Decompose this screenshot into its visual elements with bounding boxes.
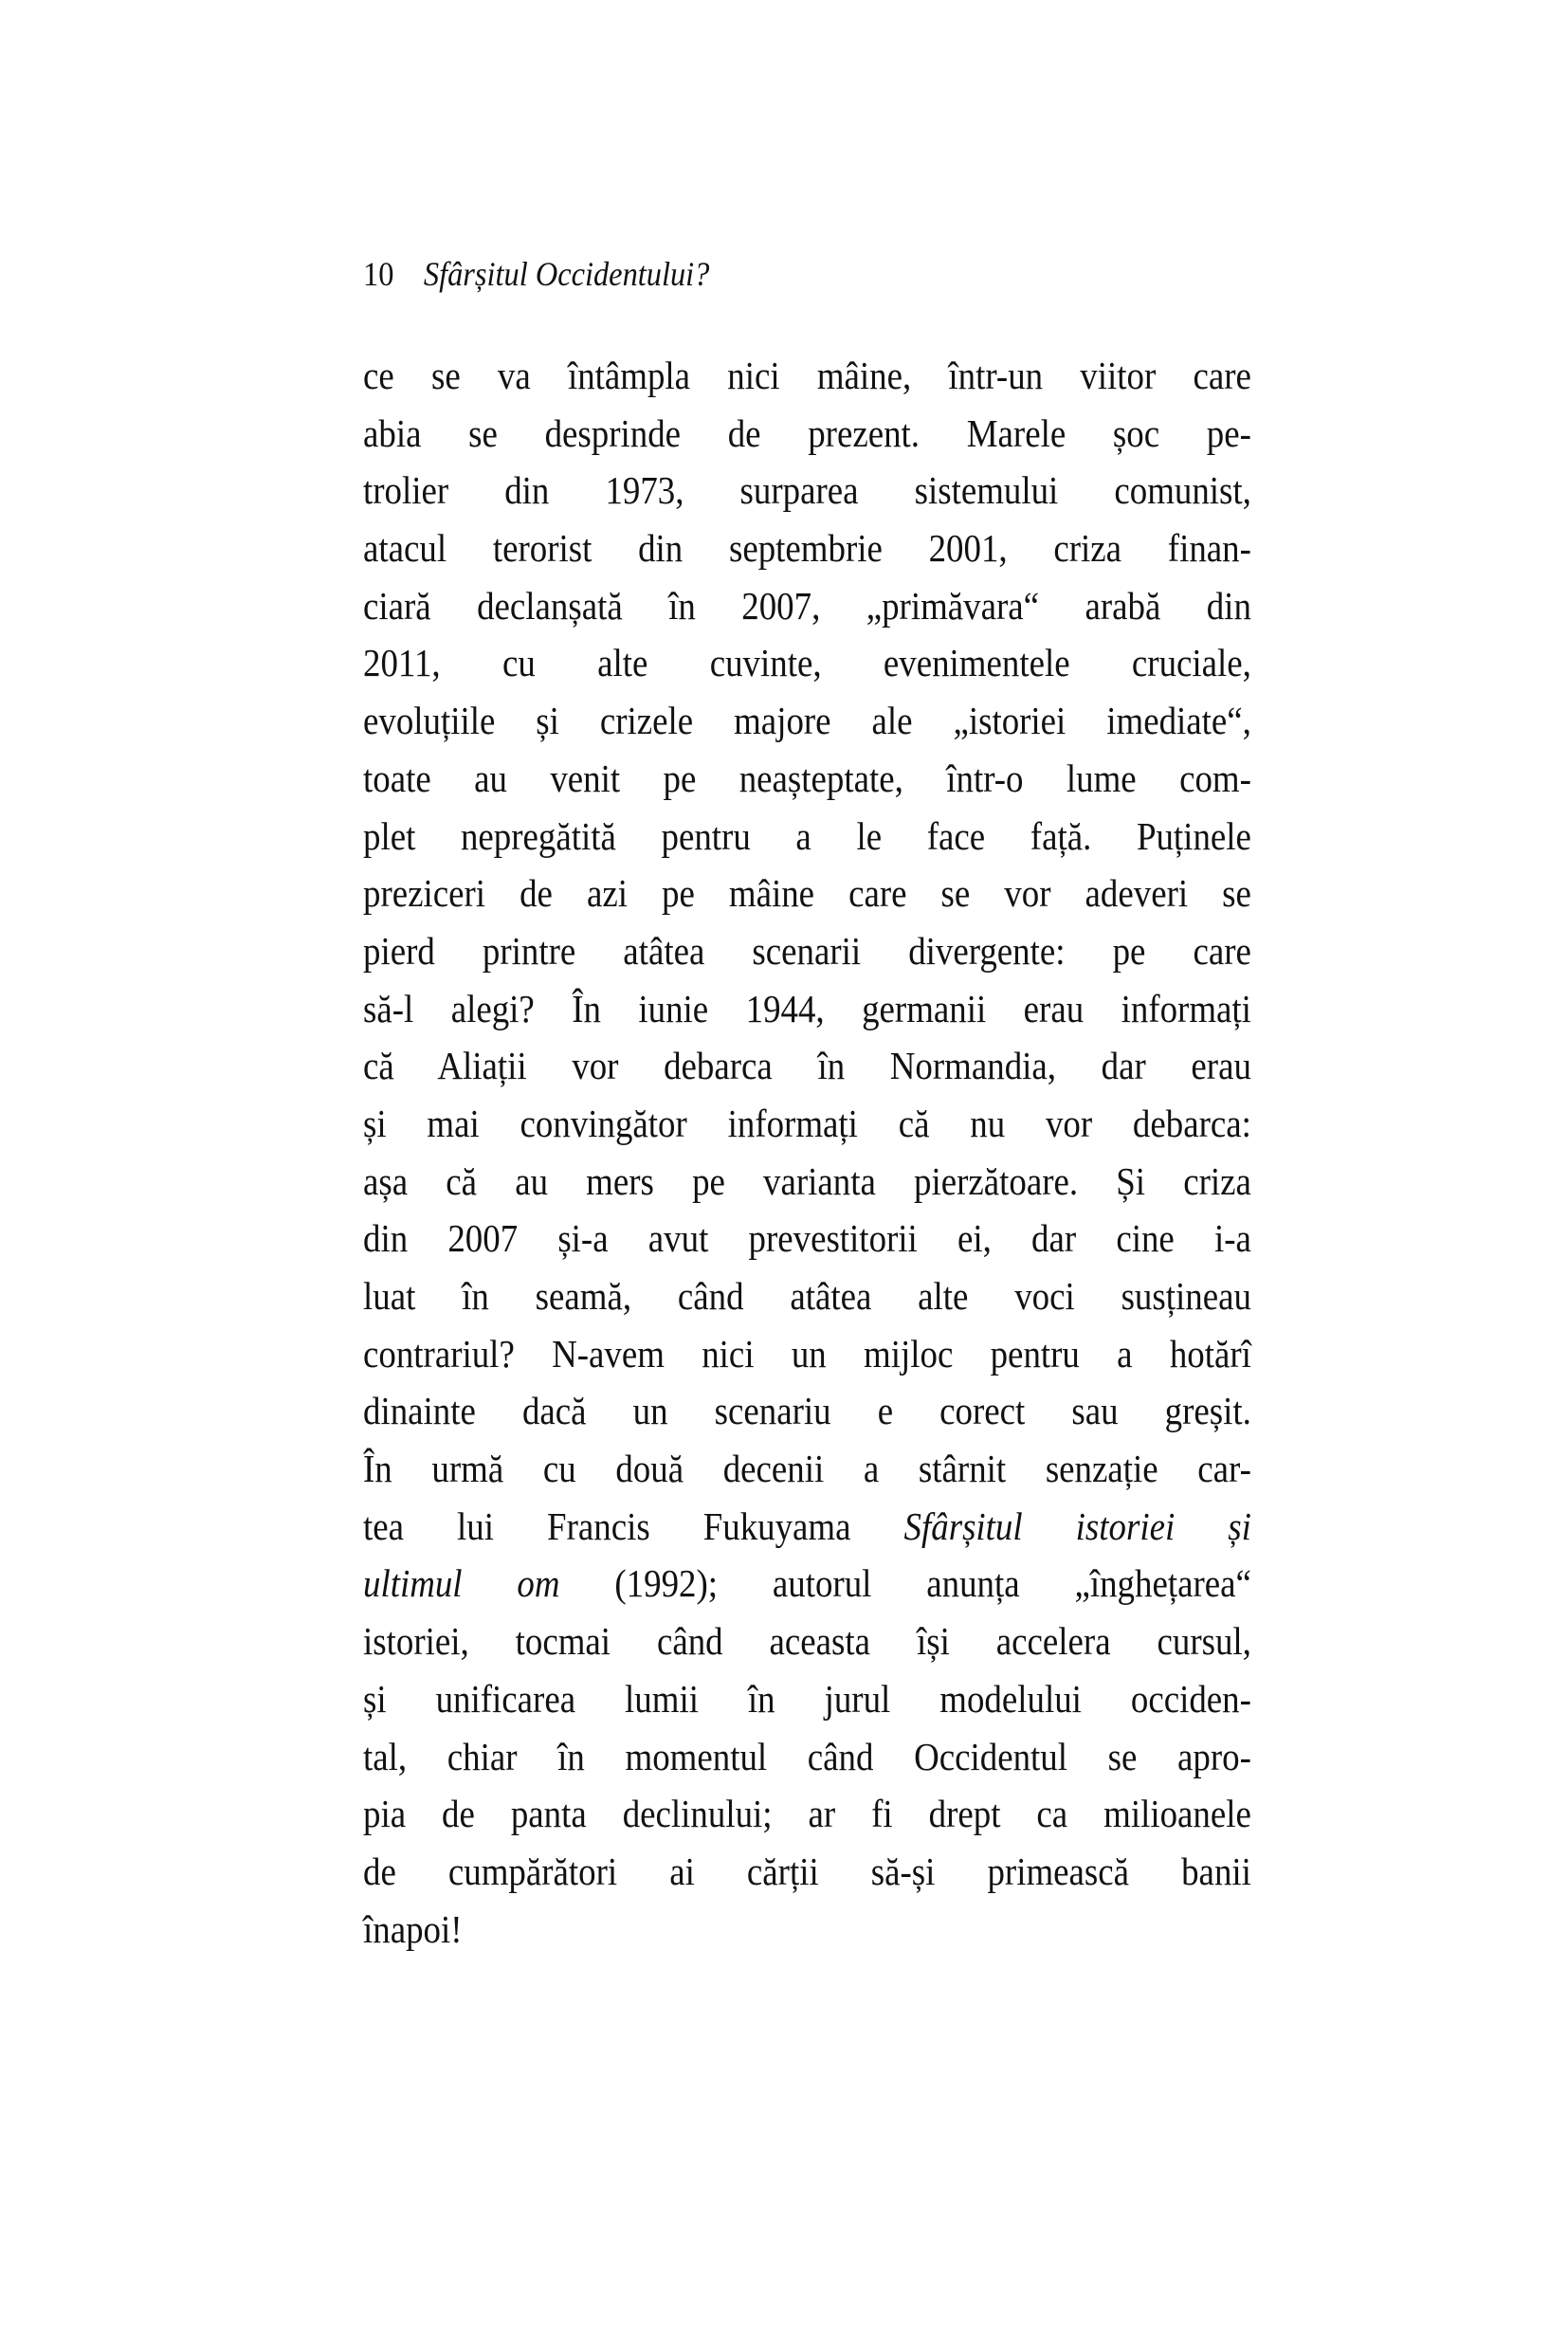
text-line [363, 519, 1251, 577]
text-line [363, 577, 1251, 635]
text-segment: și mai convingător informați că nu vor debarca: [363, 1101, 1251, 1145]
text-line [363, 1555, 1251, 1613]
text-line [363, 1785, 1251, 1843]
text-line [363, 1728, 1251, 1786]
text-line [363, 865, 1251, 922]
text-segment: În urmă cu două decenii a stârnit senzație car- [363, 1447, 1251, 1491]
text-segment: abia se desprinde de prezent. Marele șoc pe- [363, 410, 1251, 455]
text-segment: preziceri de azi pe mâine care se vor adeveri se [363, 871, 1251, 916]
text-segment: așa că au mers pe varianta pierzătoare. Și criza [363, 1158, 1251, 1203]
text-line [363, 1843, 1251, 1901]
text-line [363, 1210, 1251, 1267]
body-text [363, 347, 1251, 1958]
text-line [363, 808, 1251, 866]
text-line [363, 634, 1251, 692]
text-segment: evoluțiile și crizele majore ale „istoriei imediate“, [363, 699, 1251, 743]
text-line [363, 1095, 1251, 1153]
text-segment: luat în seamă, când atâtea alte voci susțineau [363, 1274, 1251, 1318]
text-line [363, 1037, 1251, 1095]
running-header [363, 254, 709, 294]
italic-book-title: ultimul om [363, 1561, 560, 1606]
text-line [363, 1440, 1251, 1498]
text-segment: tea lui Francis Fukuyama [363, 1504, 904, 1548]
running-title: Sfârșitul Occidentului? [423, 255, 710, 293]
text-line [363, 1153, 1251, 1211]
text-line [363, 405, 1251, 463]
italic-book-title: Sfârșitul istoriei și [903, 1504, 1251, 1548]
text-line [363, 1267, 1251, 1325]
text-segment: atacul terorist din septembrie 2001, criza finan- [363, 526, 1251, 571]
text-line [363, 1901, 1251, 1959]
text-segment: plet nepregătită pentru a le face față. Puținele [363, 813, 1251, 858]
text-segment: 2011, cu alte cuvinte, evenimentele cruciale, [363, 641, 1251, 685]
text-line [363, 1498, 1251, 1556]
text-segment: dinainte dacă un scenariu e corect sau greșit. [363, 1389, 1251, 1433]
text-segment: pierd printre atâtea scenarii divergente: pe care [363, 928, 1251, 973]
text-line [363, 347, 1251, 405]
text-segment: de cumpărători ai cărții să-și primească banii [363, 1849, 1251, 1893]
text-segment: pia de panta declinului; ar fi drept ca milioanele [363, 1792, 1251, 1836]
text-segment: toate au venit pe neașteptate, într-o lume com- [363, 756, 1251, 800]
text-segment: istoriei, tocmai când aceasta își accelera cursul, [363, 1619, 1251, 1664]
text-segment: din 2007 și-a avut prevestitorii ei, dar cine i-a [363, 1216, 1251, 1261]
text-segment: trolier din 1973, surparea sistemului comunist, [363, 468, 1251, 513]
text-segment: ce se va întâmpla nici mâine, într-un viitor care [363, 354, 1251, 397]
text-line [363, 1613, 1251, 1670]
text-segment: tal, chiar în momentul când Occidentul se apro- [363, 1734, 1251, 1778]
text-line [363, 980, 1251, 1038]
text-segment: să-l alegi? În iunie 1944, germanii erau informați [363, 986, 1251, 1030]
text-segment: (1992); autorul anunța „înghețarea“ [559, 1561, 1251, 1606]
text-line [363, 1382, 1251, 1440]
text-line [363, 1325, 1251, 1383]
text-line [363, 1670, 1251, 1728]
text-segment: contrariul? N-avem nici un mijloc pentru a hotărî [363, 1331, 1251, 1376]
text-line [363, 922, 1251, 980]
page-number: 10 [363, 255, 394, 293]
text-line [363, 692, 1251, 750]
text-line [363, 462, 1251, 519]
text-segment: că Aliații vor debarca în Normandia, dar erau [363, 1044, 1251, 1088]
text-line [363, 750, 1251, 808]
text-segment: înapoi! [363, 1906, 463, 1951]
text-segment: ciară declanșată în 2007, „primăvara“ arabă din [363, 583, 1251, 628]
text-segment: și unificarea lumii în jurul modelului occiden- [363, 1676, 1251, 1721]
